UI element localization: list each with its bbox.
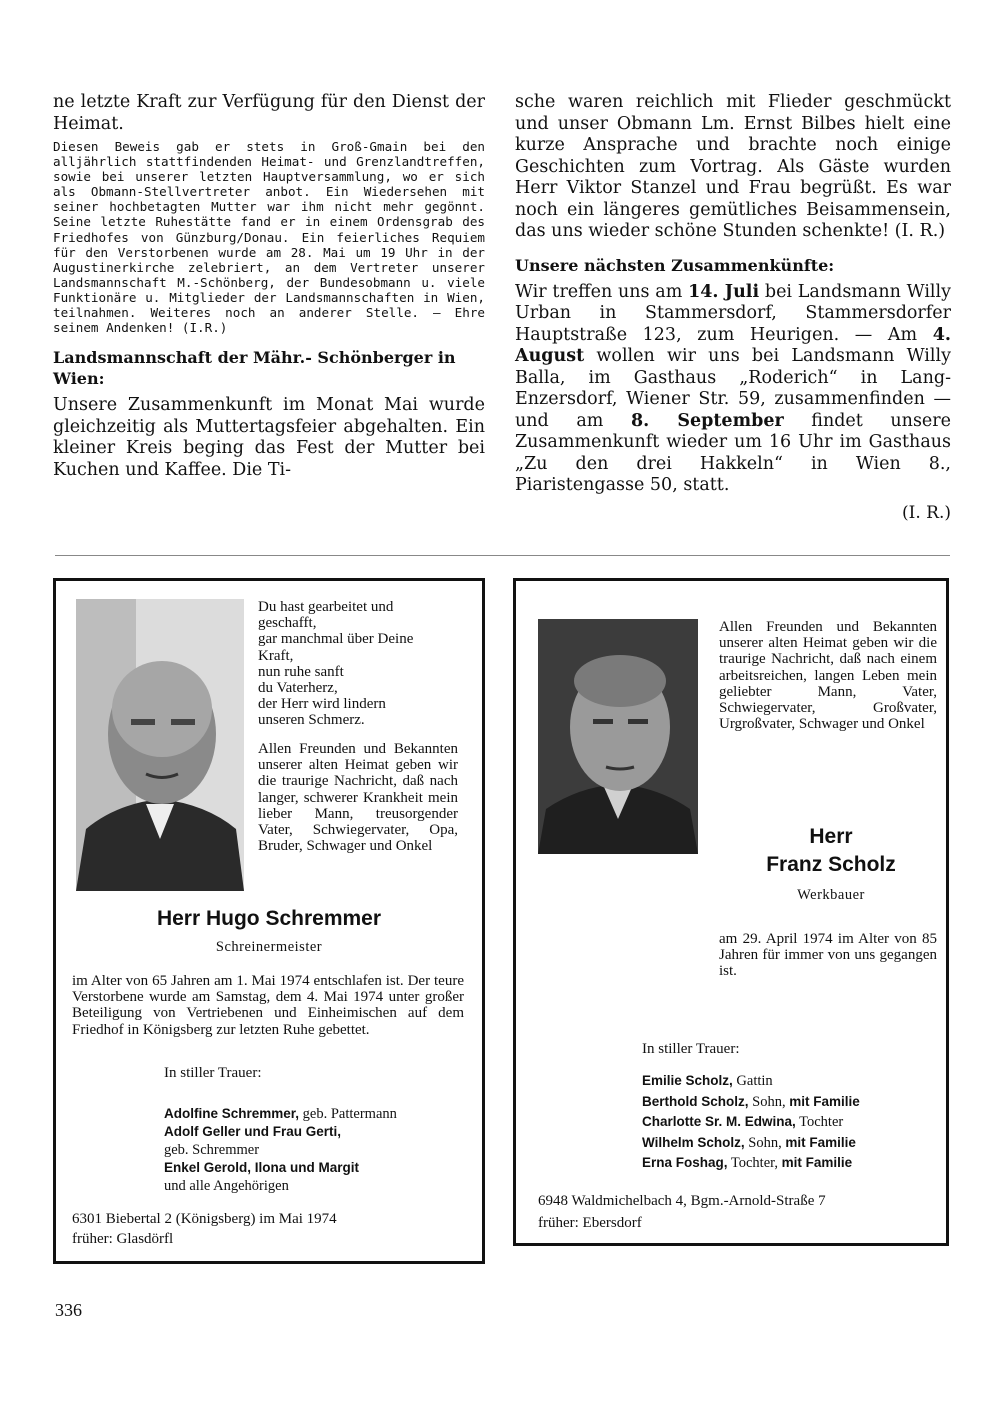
address: 6301 Biebertal 2 (Königsberg) im Mai 1974 — [72, 1211, 337, 1227]
meetings-text — [515, 282, 951, 497]
date-august: 4. August — [515, 324, 951, 366]
portrait-photo — [538, 619, 698, 854]
mourner — [164, 1159, 474, 1177]
mourner-family: mit Familie — [785, 1134, 856, 1150]
burial-details: im Alter von 65 Jahren am 1. Mai 1974 entschlafen ist. Der teure Verstorbene wurde am Samstag, dem 4. Mai 1974 unter großer Beteiligung von Vertriebenen und Einheimischen auf dem Friedhof in Königsberg zur letzten Ruhe gebettet. — [72, 973, 464, 1038]
date-july: 14. Juli — [688, 281, 760, 302]
author-initials: (I. R.) — [902, 502, 951, 523]
mourner-name: Berthold Scholz, — [642, 1093, 749, 1109]
mourners-list — [164, 1105, 474, 1195]
poem-line: unseren Schmerz. — [258, 712, 365, 729]
announcement-text: Allen Freunden und Bekannten unserer alten Heimat geben wir die traurige Nachricht, daß nach einem arbeitsreichen, langen Leben mein geliebter Mann, Vater, Schwiegervater, Großvater, Urgroßvater, Schwager und Onkel — [719, 619, 937, 733]
portrait-illustration — [538, 619, 698, 854]
former-address: früher: Ebersdorf — [538, 1215, 642, 1231]
mourner-name: Enkel Gerold, Ilona und Margit — [164, 1160, 360, 1175]
portrait-illustration — [76, 599, 244, 891]
mourner — [164, 1141, 474, 1159]
mourners-list — [642, 1071, 932, 1174]
mourner-note: Sohn, — [748, 1093, 790, 1110]
meetings-text-part: bei Landsmann Willy Urban in Stammersdorf, Stammersdorfer Hauptstraße 123, zum Heurigen. — Am — [515, 281, 951, 345]
mourner — [642, 1092, 932, 1113]
mourner-note: Tochter — [795, 1114, 844, 1130]
portrait-photo — [76, 599, 244, 891]
deceased-name: Herr Hugo Schremmer — [156, 907, 382, 930]
mourner-name: Charlotte Sr. M. Edwina, — [642, 1114, 796, 1129]
report-continuation: sche waren reichlich mit Flieder geschmückt und unser Obmann Lm. Ernst Bilbes hielt eine kurze Ansprache und brachte noch einige Geschichten zum Vortrag. Als Gäste wurden Herr Viktor Stanzel und Frau begrüßt. Es war noch ein längeres gemütliches Beisammensein, das uns wieder schöne Stunden schenkte! (I. R.) — [515, 92, 951, 241]
left-column — [53, 92, 485, 481]
mourner — [164, 1123, 474, 1141]
mourning-label: In stiller Trauer: — [164, 1065, 262, 1081]
right-column — [515, 92, 951, 524]
section-heading-wien: Landsmannschaft der Mähr.- Schönberger in Wien: — [53, 348, 456, 389]
death-notice-scholz — [513, 578, 949, 1246]
mourner-name: Adolfine Schremmer, — [164, 1106, 300, 1121]
meetings-text-part: Wir treffen uns am — [515, 281, 689, 302]
poem-line: nun ruhe sanft — [258, 663, 344, 680]
deceased-name: Franz Scholz — [766, 853, 896, 876]
mourner-name: Emilie Scholz, — [642, 1073, 733, 1088]
mourner-note: geb. Pattermann — [299, 1106, 397, 1122]
mourner-name: Wilhelm Scholz, — [642, 1134, 745, 1150]
mourner-family: mit Familie — [789, 1093, 860, 1109]
mourner — [164, 1177, 474, 1195]
mourner-note: Sohn, — [744, 1134, 786, 1151]
section-divider — [55, 555, 950, 556]
obituary-paragraph: Diesen Beweis gab er stets in Groß-Gmain bei den alljährlich stattfindenden Heimat- und Grenzlandtreffen, sowie bei unserer letzten Hauptversammlung, wo er sich als Obmann-Stellvertreter anbot. Ein Wiedersehen mit seiner hochbetagten Mutter war ihm nicht mehr gegönnt. Seine letzte Ruhestätte fand er in einem Ordensgrab des Friedhofes von Günzburg/Donau. Ein feierliches Requiem für den Verstorbenen wurde am 28. Mai um 19 Uhr in der Augustinerkirche zelebriert, an dem Vertreter unserer Landsmannschaft M.-Schönberg, der Bundesobmann u. viele Funktionäre u. Mitglieder der Landsmannschaften in Wien, teilnahmen. Weiteres noch an anderer Stelle. — Ehre seinem Andenken! (I.R.) — [53, 139, 485, 336]
mourner-note: Gattin — [732, 1073, 773, 1089]
death-notice-schremmer — [53, 578, 485, 1264]
mourner-note: Tochter, — [727, 1155, 782, 1171]
meeting-report: Unsere Zusammenkunft im Monat Mai wurde gleichzeitig als Muttertagsfeier abgehalten. Ein kleiner Kreis beging das Fest der Mutter bei Kuchen und Kaffee. Die Ti- — [53, 395, 485, 480]
mourner-family: mit Familie — [781, 1155, 853, 1170]
poem-line: der Herr wird lindern — [258, 696, 386, 713]
poem-line: Du hast gearbeitet und — [258, 599, 394, 615]
death-details: am 29. April 1974 im Alter von 85 Jahren für immer von uns gegangen ist. — [719, 931, 937, 980]
mourner — [642, 1133, 932, 1154]
mourner-note: geb. Schremmer — [164, 1142, 260, 1158]
poem-line: Kraft, — [258, 647, 294, 664]
former-address: früher: Glasdörfl — [72, 1231, 174, 1247]
poem — [258, 599, 468, 729]
poem-line: geschafft, — [258, 615, 317, 632]
meetings-text-part: findet unsere Zusammenkunft wieder um 16 Uhr im Gasthaus „Zu den drei Hakkeln“ in Wien 8., Piaristengasse 50, statt. — [515, 410, 951, 495]
poem-line: du Vaterherz, — [258, 680, 338, 697]
mourner — [642, 1112, 932, 1133]
announcement-text: Allen Freunden und Bekannten unserer alten Heimat geben wir die traurige Nachricht, daß nach langer, schwerer Krankheit mein lieber Mann, treusorgender Vater, Schwiegervater, Opa, Bruder, Schwager und Onkel — [258, 741, 458, 855]
mourner-note: und alle Angehörigen — [164, 1178, 289, 1194]
mourner-name: Adolf Geller und Frau Gerti, — [164, 1124, 342, 1139]
meetings-text-part: wollen wir uns bei Landsmann Willy Balla, im Gasthaus „Roderich“ in Lang-Enzersdorf, Wiener Str. 59, zusammenfinden — und am — [515, 346, 951, 431]
deceased-profession: Schreinermeister — [215, 939, 323, 955]
deceased-title: Herr — [809, 825, 853, 848]
poem-line: gar manchmal über Deine — [258, 631, 414, 648]
section-heading-meetings: Unsere nächsten Zusammenkünfte: — [515, 255, 835, 275]
mourner — [164, 1105, 474, 1123]
intro-text: ne letzte Kraft zur Verfügung für den Dienst der Heimat. — [53, 92, 485, 134]
deceased-profession: Werkbauer — [797, 887, 865, 903]
mourner — [642, 1153, 932, 1174]
mourner — [642, 1071, 932, 1092]
address: 6948 Waldmichelbach 4, Bgm.-Arnold-Straße 7 — [538, 1193, 826, 1209]
mourner-name: Erna Foshag, — [642, 1155, 728, 1170]
date-september: 8. September — [630, 410, 784, 431]
mourning-label: In stiller Trauer: — [642, 1041, 740, 1057]
page-number: 336 — [55, 1300, 82, 1320]
